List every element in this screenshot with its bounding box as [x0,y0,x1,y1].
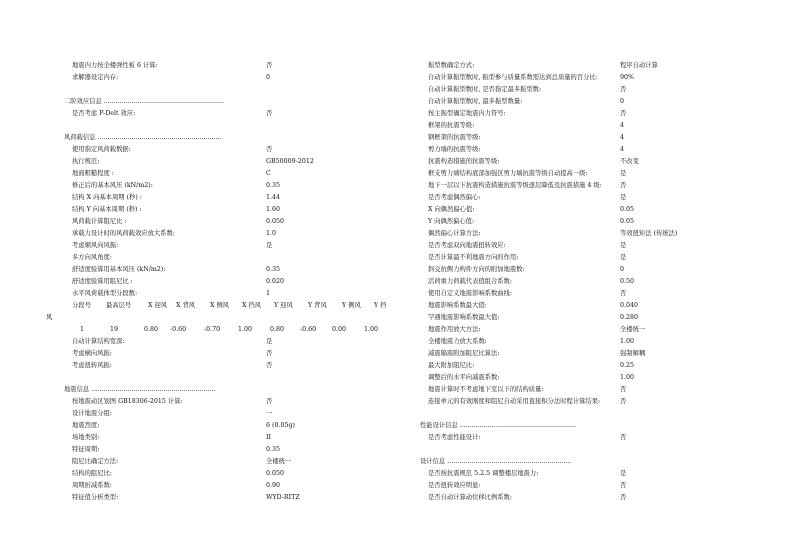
header-wrap-text: 风 [46,314,53,321]
seismic-param-value: 0.040 [620,302,639,309]
setting-row [64,60,404,72]
right-column [420,60,740,504]
seismic-param-value: 0.05 [620,218,635,225]
seismic-row [64,480,404,492]
wind-label: 修正后的基本风压 (kN/m2): [72,182,153,189]
seismic-value: 6 (0.05g) [266,422,295,429]
seismic-param-row [420,252,740,264]
wind-row [64,276,404,288]
floor-header-cell: Y 背风 [308,302,327,309]
seismic-param-value: 否 [620,86,627,93]
wind-value: 0.35 [266,266,281,273]
setting-value: 0 [266,74,271,81]
wind-label: 风荷载计算阻尼比 : [72,218,127,225]
wind-value: 0.020 [266,278,285,285]
seismic-label: 地震烈度: [72,422,100,429]
seismic-param-value: 1.00 [620,338,635,345]
seismic-param-label: 调整后的水平向减震系数: [428,374,500,381]
seismic-param-label: 抗震构造措施的抗震等级: [428,158,500,165]
wind-label: 自动计算结构宽深: [72,338,125,345]
wind-row [64,168,404,180]
floor-data-cell: 0.80 [270,326,285,333]
floor-data-cell: 0.80 [144,326,159,333]
seismic-value: 0.90 [266,482,281,489]
setting-label: 求解器设定内存: [72,74,119,81]
floor-header-cell: X 迎风 [148,302,168,309]
setting-value: 否 [266,62,273,69]
seismic-param-value: 0 [620,266,625,273]
wind-label: 考虑顺风向风振: [72,242,119,249]
seismic-param-value: 全楼统一 [620,326,646,333]
wind-row [64,192,404,204]
seismic-param-value: 4 [620,146,625,153]
wind-label: 水平风荷载体型分段数: [72,290,138,297]
seismic-param-value: 是 [620,242,627,249]
wind-floor-table-header-wrap [46,312,404,324]
seismic-param-label: 是否计算最不利地震方向的作用: [428,254,519,261]
floor-data-cell: -0.60 [170,326,187,333]
seismic-param-label: Y 向偶然偏心值: [428,218,475,225]
wind-label: 舒适度验算用阻尼比 : [72,278,133,285]
wind-row [64,180,404,192]
seismic-param-value: 否 [620,386,627,393]
wind-label: 考虑横向风振: [72,350,112,357]
seismic-param-row [420,396,740,408]
seismic-param-row [420,288,740,300]
seismic-param-label: 地震作用放大方法: [428,326,481,333]
seismic-param-value: 4 [620,134,625,141]
seismic-param-label: 自动计算振型数时, 振型参与质量系数需达到总质量的百分比: [428,74,598,81]
seismic-label: 特征值分析类型: [72,494,119,501]
wind-value: 0.35 [266,182,281,189]
seismic-param-value: 是 [620,194,627,201]
seismic-param-row [420,132,740,144]
seismic-param-value: 0.05 [620,206,635,213]
seismic-row [64,408,404,420]
seismic-param-value: 1.00 [620,374,635,381]
performance-label: 是否考虑性能设计: [428,434,481,441]
performance-value: 否 [620,434,627,441]
wind-row [64,204,404,216]
seismic-param-row [420,72,740,84]
seismic-param-row [420,312,740,324]
seismic-param-label: 钢框架的抗震等级: [428,134,481,141]
wind-value: 否 [266,350,273,357]
design-value: 是 [620,470,627,477]
seismic-param-row [420,384,740,396]
seismic-param-value: 4 [620,122,625,129]
seismic-param-row [420,348,740,360]
seismic-param-label: 剪力墙的抗震等级: [428,146,481,153]
seismic-param-label: 地震影响系数最大值: [428,302,487,309]
wind-row [64,144,404,156]
floor-header-cell: 分段号 [72,302,91,309]
design-value: 否 [620,494,627,501]
seismic-param-value: 等效扭矩法 (传统法) [620,230,678,237]
wind-row [64,228,404,240]
seismic-param-value: 程序自动计算 [620,62,658,69]
wind-label: 舒适度验算用基本风压 (kN/m2): [72,266,166,273]
wind-value: 是 [266,338,273,345]
design-label: 是否自动计算动位移比例系数: [428,494,512,501]
seismic-param-row [420,324,740,336]
seismic-param-row [420,228,740,240]
wind-label: 结构 Y 向基本周期 (秒) : [72,206,142,213]
wind-row [64,336,404,348]
seismic-param-label: 地下一层以下抗震构造措施抗震等级逐层降低及抗震措施 4 级: [428,182,602,189]
seismic-value: 0.35 [266,446,281,453]
seismic-param-value: 强制解耦 [620,350,646,357]
seismic-value: WYD-RITZ [266,494,300,501]
seismic-param-row [420,96,740,108]
wind-value: 1.60 [266,206,281,213]
seismic-label: 按地震动区划图 GB18306-2015 计算: [72,398,183,405]
seismic-value: 全楼统一 [266,458,292,465]
seismic-param-value: 0.280 [620,314,639,321]
wind-label: 地面粗糙程度 : [72,170,114,177]
floor-header-cell: X 侧风 [210,302,230,309]
seismic-param-label: 偶然偏心计算方法: [428,230,481,237]
seismic-label: 结构的阻尼比: [72,470,112,477]
seismic-label: 场地类别: [72,434,100,441]
seismic-param-value: 0.25 [620,362,635,369]
seismic-param-label: 斜交抗侧力构件方向的附加地震数: [428,266,525,273]
seismic-value: II [266,434,271,441]
wind-row [64,360,404,372]
design-row [420,492,740,504]
seismic-param-label: 振型数确定方式: [428,62,475,69]
floor-header-cell: X 挡风 [242,302,262,309]
seismic-param-value: 否 [620,182,627,189]
performance-section-title: 性能设计信息 .......................................................... [420,422,576,429]
performance-row [420,432,740,444]
design-value: 否 [620,482,627,489]
design-label: 是否按抗震规范 5.2.5 调整楼层地震力: [428,470,539,477]
seismic-param-row [420,264,740,276]
wind-floor-table-header [64,300,404,312]
wind-row [64,216,404,228]
seismic-param-row [420,120,740,132]
wind-value: 是 [266,242,273,249]
wind-row [64,156,404,168]
seismic-param-value: 否 [620,290,627,297]
wind-value: 否 [266,146,273,153]
seismic-param-row [420,204,740,216]
floor-header-cell: Y 迎风 [274,302,293,309]
floor-data-cell: 1.00 [238,326,253,333]
seismic-param-label: 减震隔震附加阻尼比算法: [428,350,500,357]
setting-row [64,72,404,84]
seismic-param-row [420,156,740,168]
wind-value: C [266,170,271,177]
wind-row [64,288,404,300]
floor-header-cell: 最高层号 [106,302,132,309]
seismic-param-row [420,192,740,204]
seismic-param-value: 是 [620,170,627,177]
seismic-param-row [420,276,740,288]
second-order-row [64,108,404,120]
floor-data-cell: -0.70 [204,326,221,333]
floor-data-cell: 19 [110,326,119,333]
seismic-param-label: 按主振型确定地震内力符号: [428,110,506,117]
seismic-param-value: 90% [620,74,634,81]
seismic-param-label: 自动计算振型数时, 最多振型数量: [428,98,523,105]
left-column [46,60,404,504]
seismic-param-row [420,372,740,384]
wind-row [64,252,404,264]
seismic-param-label: 框架的抗震等级: [428,122,475,129]
seismic-row [64,444,404,456]
seismic-value: 否 [266,398,273,405]
seismic-param-label: 连接单元的有效刚度和阻尼自动采用直接积分法时程计算结果: [428,398,601,405]
wind-value: 1.44 [266,194,281,201]
wind-value: 1.0 [266,230,277,237]
seismic-param-value: 否 [620,110,627,117]
wind-row [64,264,404,276]
seismic-label: 周期折减系数: [72,482,112,489]
floor-data-cell: -0.60 [300,326,317,333]
floor-header-cell: Y 挡 [374,302,387,309]
wind-floor-table-row [64,324,404,336]
seismic-param-label: 是否考虑偶然偏心: [428,194,481,201]
seismic-label: 阻尼比确定方法: [72,458,119,465]
floor-header-cell: X 背风 [176,302,196,309]
wind-label: 结构 X 向基本周期 (秒) : [72,194,142,201]
seismic-param-label: 地震计算时不考虑地下室以下的结构质量: [428,386,544,393]
seismic-param-label: 罕遇地震影响系数最大值: [428,314,500,321]
floor-data-cell: 0.00 [332,326,347,333]
design-row [420,480,740,492]
seismic-param-row [420,300,740,312]
seismic-value: 一 [266,410,273,417]
seismic-param-label: 使用自定义地震影响系数曲线: [428,290,512,297]
seismic-param-label: X 向偶然偏心值: [428,206,475,213]
seismic-row [64,420,404,432]
seismic-value: 0.050 [266,470,285,477]
wind-label: 多方向风角度: [72,254,112,261]
seismic-param-row [420,60,740,72]
seismic-param-label: 自动计算振型数时, 是否指定最多振型数: [428,86,542,93]
seismic-param-row [420,180,740,192]
wind-label: 执行规范: [72,158,100,165]
seismic-param-label: 是否考虑双向地震扭转效应: [428,242,506,249]
wind-row [64,348,404,360]
wind-row [64,240,404,252]
wind-value: GB50009-2012 [266,158,314,165]
seismic-param-label: 框支剪力墙结构底部加强区剪力墙抗震等级自动提高一级: [428,170,588,177]
seismic-row [64,396,404,408]
seismic-param-row [420,168,740,180]
seismic-section-title: 地震信息 .............................................................. [64,386,216,393]
wind-label: 使用指定风荷载数据: [72,146,131,153]
seismic-row [64,456,404,468]
design-row [420,468,740,480]
wind-value: 否 [266,362,273,369]
floor-data-cell: 1.00 [364,326,379,333]
wind-section-title: 风荷载信息 .............................................................. [64,134,222,141]
seismic-row [64,432,404,444]
seismic-row [64,468,404,480]
design-label: 是否扭转效应明显: [428,482,481,489]
seismic-param-row [420,144,740,156]
seismic-param-label: 全楼地震力放大系数: [428,338,487,345]
wind-label: 承载力设计时的风荷载效应放大系数: [72,230,175,237]
seismic-param-label: 最大附加阻尼比: [428,362,475,369]
seismic-param-value: 不改变 [620,158,639,165]
seismic-param-row [420,108,740,120]
seismic-param-value: 是 [620,254,627,261]
seismic-label: 特征周期: [72,446,100,453]
second-order-section-title: 二阶效应信息 ............................................................ [64,98,224,105]
setting-label: 地震内力按全楼弹性板 6 计算: [72,62,158,69]
seismic-param-value: 否 [620,398,627,405]
second-order-label: 是否考虑 P-Delt 效应: [72,110,136,117]
floor-header-cell: Y 侧风 [342,302,361,309]
seismic-row [64,492,404,504]
seismic-param-value: 0.50 [620,278,635,285]
seismic-param-label: 活荷重力荷载代表值组合系数: [428,278,512,285]
seismic-label: 设计地震分组: [72,410,112,417]
wind-label: 考虑扭转风振: [72,362,112,369]
design-section-title: 设计信息 .............................................................. [420,458,572,465]
seismic-param-row [420,240,740,252]
seismic-param-row [420,336,740,348]
seismic-param-row [420,84,740,96]
second-order-value: 否 [266,110,273,117]
wind-value: 1 [266,290,271,297]
seismic-param-row [420,216,740,228]
seismic-param-row [420,360,740,372]
wind-value: 0.050 [266,218,285,225]
seismic-param-value: 0 [620,98,625,105]
floor-data-cell: 1 [80,326,85,333]
